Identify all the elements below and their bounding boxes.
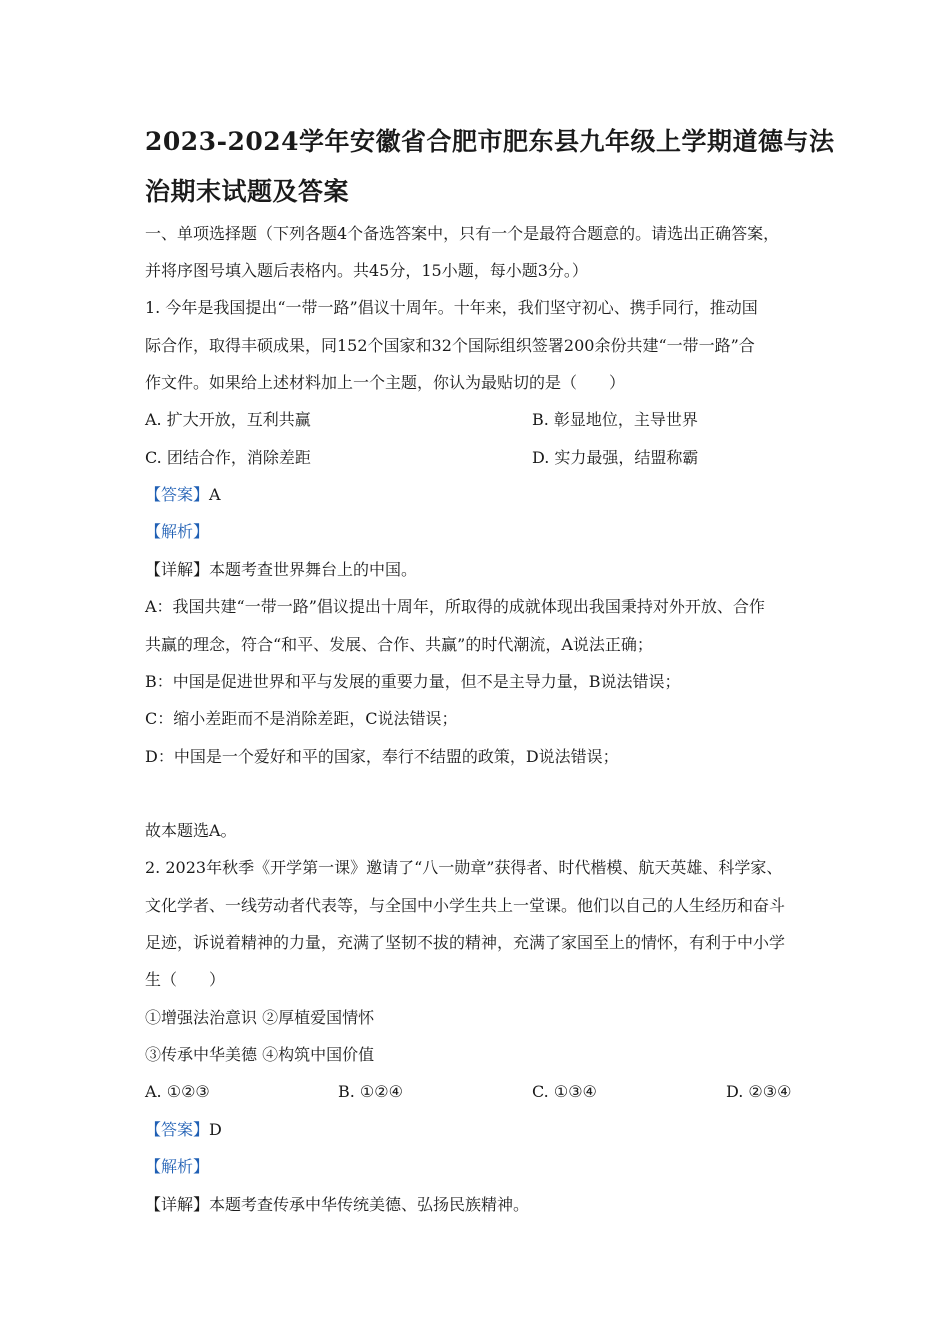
document-title-line-2: 治期末试题及答案 <box>145 177 350 206</box>
q1-option-c: C. 团结合作，消除差距 <box>145 448 311 467</box>
q2-analysis-label: 【解析】 <box>145 1157 210 1176</box>
section-instructions-line-1: 一、单项选择题（下列各题4个备选答案中，只有一个是最符合题意的。请选出正确答案， <box>145 224 780 243</box>
q1-detail-label: 【详解】 <box>145 560 210 579</box>
section-instructions-line-2: 并将序图号填入题后表格内。共45分，15小题，每小题3分。） <box>145 261 588 280</box>
q1-option-b: B. 彰显地位，主导世界 <box>532 410 698 429</box>
q1-answer-value: A <box>209 485 221 504</box>
q1-analysis-d: D：中国是一个爱好和平的国家，奉行不结盟的政策，D说法错误； <box>145 747 619 766</box>
q2-option-d: D. ②③④ <box>726 1082 792 1101</box>
q2-detail <box>145 1194 529 1216</box>
q1-analysis-a-line-1: A：我国共建“一带一路”倡议提出十周年，所取得的成就体现出我国秉持对外开放、合作 <box>145 597 765 616</box>
q1-option-a: A. 扩大开放，互利共赢 <box>145 410 311 429</box>
q2-option-a: A. ①②③ <box>145 1082 210 1101</box>
q2-items-line-2: ③传承中华美德 ④构筑中国价值 <box>145 1045 375 1064</box>
q1-analysis-b: B：中国是促进世界和平与发展的重要力量，但不是主导力量，B说法错误； <box>145 672 681 691</box>
q1-answer <box>145 484 221 506</box>
q2-detail-label: 【详解】 <box>145 1195 210 1214</box>
q2-items-line-1: ①增强法治意识 ②厚植爱国情怀 <box>145 1008 375 1027</box>
q1-analysis-a-line-2: 共赢的理念，符合“和平、发展、合作、共赢”的时代潮流，A说法正确； <box>145 635 653 654</box>
q2-answer-label: 【答案】 <box>145 1120 210 1139</box>
q2-stem-line-1: 2. 2023年秋季《开学第一课》邀请了“八一勋章”获得者、时代楷模、航天英雄、科学家、 <box>145 858 783 877</box>
q2-answer <box>145 1119 222 1141</box>
q2-answer-value: D <box>209 1120 222 1139</box>
q1-option-d: D. 实力最强，结盟称霸 <box>532 448 699 467</box>
q2-stem-line-3: 足迹，诉说着精神的力量，充满了坚韧不拔的精神，充满了家国至上的情怀，有利于中小学 <box>145 933 786 952</box>
q1-stem-line-1: 1. 今年是我国提出“一带一路”倡议十周年。十年来，我们坚守初心、携手同行，推动国 <box>145 298 758 317</box>
q1-analysis-c: C：缩小差距而不是消除差距，C说法错误； <box>145 709 458 728</box>
q1-analysis-label: 【解析】 <box>145 522 210 541</box>
q2-detail-text: 本题考查传承中华传统美德、弘扬民族精神。 <box>209 1195 530 1214</box>
q1-answer-label: 【答案】 <box>145 485 210 504</box>
document-title-line-1: 2023-2024学年安徽省合肥市肥东县九年级上学期道德与法 <box>145 127 835 156</box>
q2-option-c: C. ①③④ <box>532 1082 597 1101</box>
q2-stem-line-2: 文化学者、一线劳动者代表等，与全国中小学生共上一堂课。他们以自己的人生经历和奋斗 <box>145 896 786 915</box>
q2-stem-line-4: 生（ ） <box>145 970 226 989</box>
q1-detail <box>145 559 417 581</box>
q2-option-b: B. ①②④ <box>338 1082 403 1101</box>
q1-stem-line-3: 作文件。如果给上述材料加上一个主题，你认为最贴切的是（ ） <box>145 373 626 392</box>
q1-conclusion: 故本题选A。 <box>145 821 237 840</box>
q1-stem-line-2: 际合作，取得丰硕成果，同152个国家和32个国际组织签署200余份共建“一带一路”合 <box>145 336 755 355</box>
q1-detail-text: 本题考查世界舞台上的中国。 <box>209 560 418 579</box>
